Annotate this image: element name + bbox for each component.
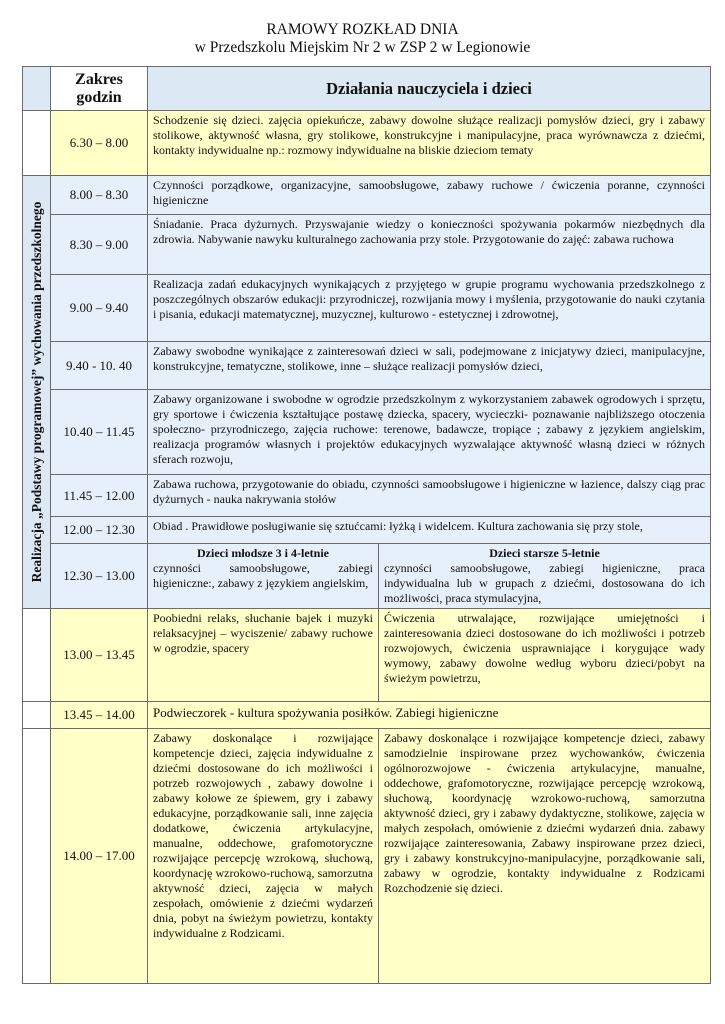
older-children-cell: Ćwiczenia utrwalające, rozwijające umiejętności i zainteresowania dzieci dostosowane do ich możliwości i potrzeb rozwojowych, ćwiczenia usprawniające i korygujące wady wymowy, zabawy dowolne według wyboru dzieci/pobyt na świeżym powietrzu, (379, 609, 711, 702)
younger-children-cell (148, 544, 379, 609)
time-cell: 12.30 – 13.00 (51, 544, 148, 609)
document-title: RAMOWY ROZKŁAD DNIA (266, 21, 459, 38)
side-empty-cell (23, 111, 51, 176)
time-cell: 8.00 – 8.30 (51, 176, 148, 215)
time-cell: 6.30 – 8.00 (51, 111, 148, 176)
schedule-table (22, 66, 711, 984)
younger-children-heading: Dzieci młodsze 3 i 4-letnie (197, 546, 329, 560)
older-children-cell (379, 544, 711, 609)
activity-cell: Realizacja zadań edukacyjnych wynikających z przyjętego w grupie programu wychowania przedszkolnego z poszczególnych obszarów edukacji: przyrodniczej, rozwijania mowy i myślenia, przygotowanie do nauki czytania i pisania, edukacji matematycznej, muzycznej, kulturowo - estetycznej i zdrowotnej, (148, 275, 711, 342)
side-empty-cell (23, 609, 51, 702)
time-cell: 9.40 - 10. 40 (51, 342, 148, 390)
header-activities: Działania nauczyciela i dzieci (148, 67, 711, 111)
older-children-heading: Dzieci starsze 5-letnie (489, 546, 600, 560)
younger-children-text: czynności samoobsługowe, zabiegi higieniczne:, zabawy z językiem angielskim, (153, 561, 373, 590)
header-time: Zakres godzin (51, 67, 148, 111)
time-cell: 9.00 – 9.40 (51, 275, 148, 342)
time-cell: 11.45 – 12.00 (51, 475, 148, 517)
activity-cell: Zabawy organizowane i swobodne w ogrodzie przedszkolnym z wykorzystaniem zabawek ogrodowych i sprzętu, gry sportowe i ćwiczenia kształtujące postawę dziecka, spacery, wycieczki- poznawanie najbliższego otoczenia społeczno- przyrodniczego, zajęcia ruchowe: terenowe, badawcze, tropiące ; zabawy z językiem angielskim, realizacja programów własnych i projektów edukacyjnych wyzwalające aktywność własną dzieci w różnych sferach rozwoju, (148, 390, 711, 475)
time-cell: 12.00 – 12.30 (51, 517, 148, 544)
older-children-text: czynności samoobsługowe, zabiegi higieniczne, praca indywidualna lub w grupach z dziećmi, dostosowana do ich możliwości, praca stymulacyjna, (384, 561, 706, 605)
younger-children-cell: Poobiedni relaks, słuchanie bajek i muzyki relaksacyjnej – wyciszenie/ zabawy ruchowe w ogrodzie, spacery (148, 609, 379, 702)
side-label: Realizacja „Podstawy programowej” wychowania przedszkolnego (28, 201, 44, 583)
younger-children-cell: Zabawy doskonalące i rozwijające kompetencje dzieci, zajęcia indywidualne z dziećmi dostosowane do ich możliwości i potrzeb rozwojowych , zabawy dowolne i zabawy kołowe ze śpiewem, gry i zabawy edukacyjne, porządkowanie sali, inne zajęcia dodatkowe, ćwiczenia artykulacyjne, manualne, oddechowe, grafomotoryczne rozwijające percepcję wzrokową, słuchową, koordynację wzrokowo-ruchową, samorzutna aktywność dzieci, zajęcia w małych zespołach, omówienie z dziećmi wydarzeń dnia, pobyt na świeżym powietrzu, kontakty indywidualne z Rodzicami. (148, 729, 379, 984)
older-children-cell: Zabawy doskonalące i rozwijające kompetencje dzieci, zabawy samodzielnie inspirowane przez wychowanków, ćwiczenia ogólnorozwojowe - ćwiczenia artykulacyjne, manualne, oddechowe, grafomotoryczne, rozwijające percepcję wzrokową, słuchową, koordynację wzrokowo-ruchową, samorzutna aktywność dzieci, gry i zabawy dydaktyczne, stolikowe, zajęcia w małych zespołach, omówienie z dziećmi wydarzeń dnia. zabawy rozwijające zainteresowania, Zabawy inspirowane przez dzieci, gry i zabawy konstrukcyjno-manipulacyjne, porządkowanie sali, zabawy w ogrodzie, kontakty indywidualne z Rodzicami Rozchodzenie się dzieci. (379, 729, 711, 984)
activity-cell: Podwieczorek - kultura spożywania posiłków. Zabiegi higieniczne (148, 702, 711, 729)
activity-cell: Zabawy swobodne wynikające z zainteresowań dzieci w sali, podejmowane z inicjatywy dzieci, manipulacyjne, konstrukcyjne, tematyczne, stolikowe, inne – służące realizacji pomysłów dzieci, (148, 342, 711, 390)
corner-cell (23, 67, 51, 111)
side-label-cell (23, 176, 51, 609)
activity-cell: Schodzenie się dzieci. zajęcia opiekuńcze, zabawy dowolne służące realizacji pomysłów dzieci, gry i zabawy stolikowe, aktywność własna, gry stolikowe, konstrukcyjne i manipulacyjne, praca wyrównawcza z dziećmi, kontakty indywidualne np.: rozmowy indywidualne na bliskie dzieciom tematy (148, 111, 711, 176)
time-cell: 14.00 – 17.00 (51, 729, 148, 984)
activity-cell: Obiad . Prawidłowe posługiwanie się sztućcami: łyżką i widelcem. Kultura zachowania się przy stole, (148, 517, 711, 544)
activity-cell: Zabawa ruchowa, przygotowanie do obiadu, czynności samoobsługowe i higieniczne w łazience, dalszy ciąg prac dyżurnych - nauka nakrywania stołów (148, 475, 711, 517)
time-cell: 13.45 – 14.00 (51, 702, 148, 729)
time-cell: 13.00 – 13.45 (51, 609, 148, 702)
activity-cell: Śniadanie. Praca dyżurnych. Przyswajanie wiedzy o konieczności spożywania pokarmów niezbędnych dla zdrowia. Nabywanie nawyku kulturalnego zachowania przy stole. Przygotowanie do zajęć: zabawa ruchowa (148, 215, 711, 275)
activity-cell: Czynności porządkowe, organizacyjne, samoobsługowe, zabawy ruchowe / ćwiczenia poranne, czynności higieniczne (148, 176, 711, 215)
side-empty-cell (23, 702, 51, 729)
time-cell: 10.40 – 11.45 (51, 390, 148, 475)
document-subtitle: w Przedszkolu Miejskim Nr 2 w ZSP 2 w Legionowie (194, 39, 531, 56)
side-empty-cell (23, 729, 51, 984)
time-cell: 8.30 – 9.00 (51, 215, 148, 275)
